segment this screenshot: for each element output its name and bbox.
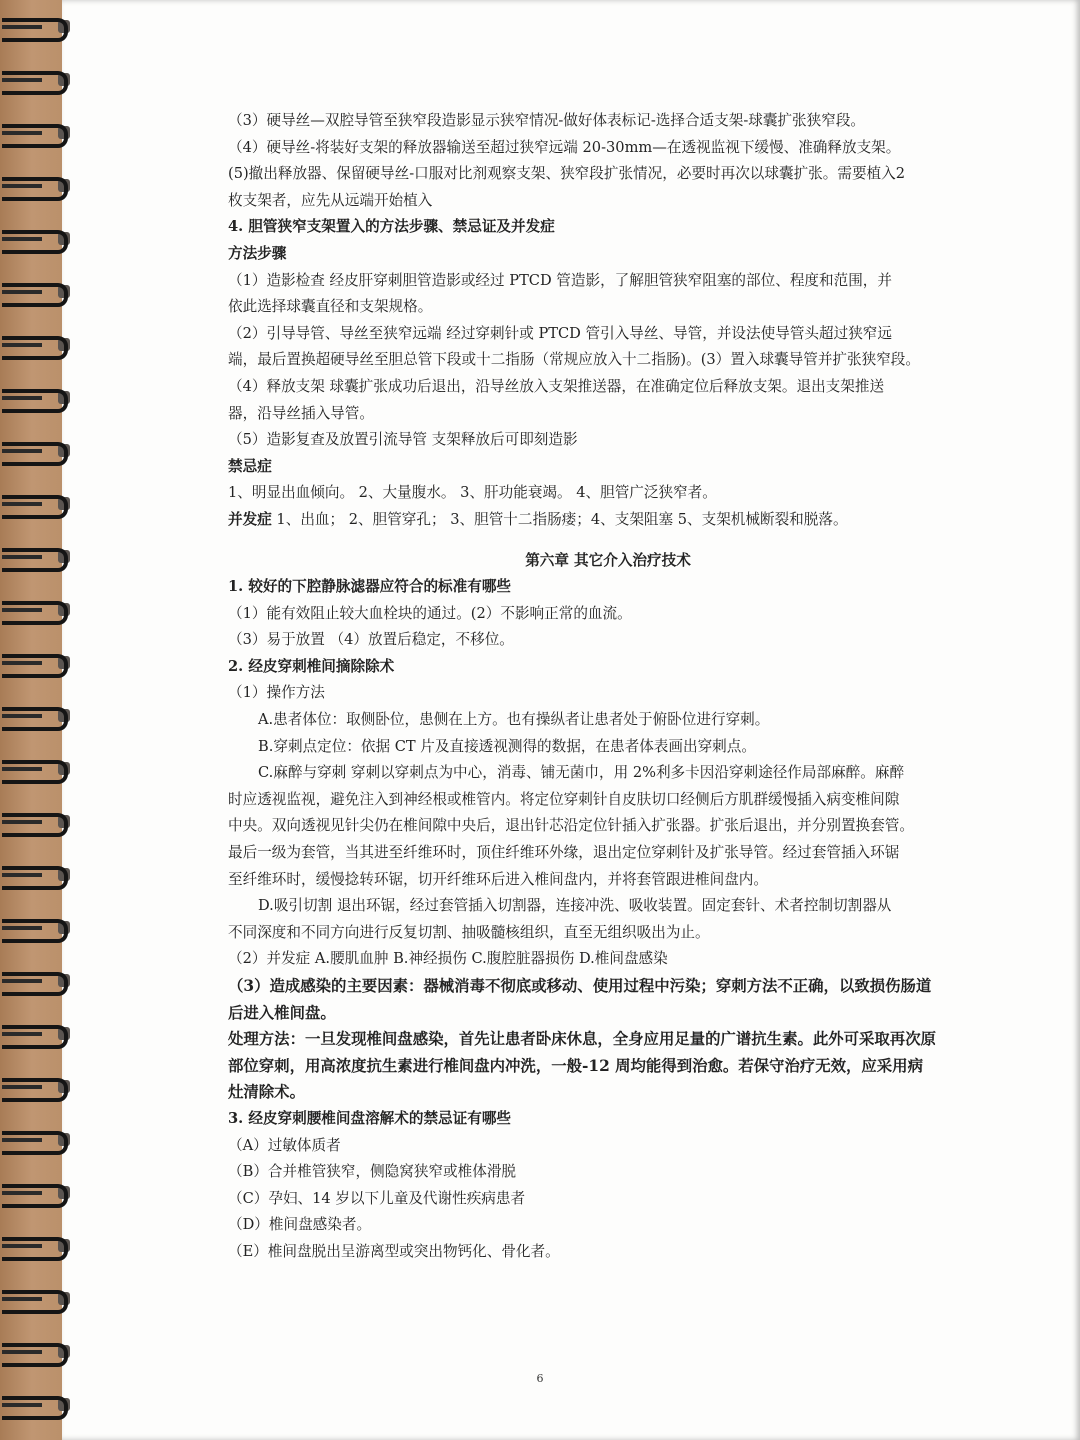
chapter-heading: 第六章 其它介入治疗技术 xyxy=(525,551,691,569)
bold-text-line: 部位穿刺，用高浓度抗生素进行椎间盘内冲洗，一般-12 周均能得到治愈。若保守治疗无效，应采用病 xyxy=(228,1056,923,1075)
lead-label: 并发症 xyxy=(228,510,272,528)
text-line: A.患者体位：取侧卧位，患侧在上方。也有操纵者让患者处于俯卧位进行穿刺。 xyxy=(258,711,770,729)
spiral-ring-icon xyxy=(2,650,74,676)
spiral-ring-icon xyxy=(2,1180,74,1206)
text-line: B.穿刺点定位：依据 CT 片及直接透视测得的数据，在患者体表画出穿刺点。 xyxy=(258,737,756,755)
text-line: （B）合并椎管狭窄，侧隐窝狭窄或椎体滑脱 xyxy=(228,1163,517,1181)
text-line: 时应透视监视，避免注入到神经根或椎管内。将定位穿刺针自皮肤切口经侧后方肌群缓慢插入病变椎间隙 xyxy=(228,790,900,808)
bold-text-line: 1. 较好的下腔静脉滤器应符合的标准有哪些 xyxy=(228,578,512,596)
spiral-ring-icon xyxy=(2,438,74,464)
spiral-ring-icon xyxy=(2,756,74,782)
bold-text-line: （3）造成感染的主要因素：器械消毒不彻底或移动、使用过程中污染；穿刺方法不正确，以致损伤肠道 xyxy=(228,977,932,995)
spiral-ring-icon xyxy=(2,1127,74,1153)
text-line: （3）硬导丝—双腔导管至狭窄段造影显示狭窄情况-做好体表标记-选择合适支架-球囊扩张狭窄段。 xyxy=(228,112,866,129)
spiral-ring-icon xyxy=(2,67,74,93)
bold-text-line: 2. 经皮穿刺椎间摘除除术 xyxy=(228,657,395,675)
bold-text-line: 禁忌症 xyxy=(228,457,272,475)
spiral-ring-icon xyxy=(2,1339,74,1365)
text-line: （4）释放支架 球囊扩张成功后退出，沿导丝放入支架推送器，在准确定位后释放支架。退出支架推送 xyxy=(228,377,885,395)
document-body xyxy=(228,108,988,1266)
spiral-ring-icon xyxy=(2,968,74,994)
spiral-ring-icon xyxy=(2,14,74,40)
spiral-ring-icon xyxy=(2,173,74,199)
text-line: 枚支架者，应先从远端开始植入 xyxy=(228,191,433,209)
bold-text-line: 处理方法：一旦发现椎间盘感染，首先让患者卧床休息，全身应用足量的广谱抗生素。此外可采取再次原 xyxy=(228,1030,936,1049)
bold-text-line: 4. 胆管狭窄支架置入的方法步骤、禁忌证及并发症 xyxy=(228,218,555,236)
text-line: 中央。双向透视见针尖仍在椎间隙中央后，退出针芯沿定位针插入扩张器。扩张后退出，并分别置换套管。 xyxy=(228,817,914,835)
text-line: （5）造影复查及放置引流导管 支架释放后可即刻造影 xyxy=(228,431,578,449)
lead-rest: 1、出血； 2、胆管穿孔； 3、胆管十二指肠瘘；4、支架阻塞 5、支架机械断裂和脱落。 xyxy=(271,510,848,528)
text-line: （A）过敏体质者 xyxy=(228,1136,341,1154)
spiral-ring-icon xyxy=(2,809,74,835)
spiral-ring-icon xyxy=(2,597,74,623)
page-number: 6 xyxy=(536,1372,544,1385)
text-line: 器，沿导丝插入导管。 xyxy=(228,404,374,422)
spiral-ring-icon xyxy=(2,279,74,305)
text-line: 最后一级为套管，当其进至纤维环时，顶住纤维环外缘，退出定位穿刺针及扩张导管。经过套管插入环锯 xyxy=(228,844,900,862)
spiral-ring-icon xyxy=(2,862,74,888)
text-line: 至纤维环时，缓慢捻转环锯，切开纤维环后进入椎间盘内，并将套管跟进椎间盘内。 xyxy=(228,870,768,888)
text-line: （3）易于放置 （4）放置后稳定，不移位。 xyxy=(228,631,514,649)
spiral-ring-icon xyxy=(2,226,74,252)
text-line: 依此选择球囊直径和支架规格。 xyxy=(228,298,433,316)
bold-text-line: 灶清除术。 xyxy=(228,1083,305,1102)
text-line: 端，最后置换超硬导丝至胆总管下段或十二指肠（常规应放入十二指肠)。(3）置入球囊导管并扩张狭窄段。 xyxy=(228,351,920,369)
text-line: （1）能有效阻止较大血栓块的通过。(2）不影响正常的血流。 xyxy=(228,604,632,622)
text-line: （1）造影检查 经皮肝穿刺胆管造影或经过 PTCD 管造影，了解胆管狭窄阻塞的部位、程度和范围，并 xyxy=(228,271,892,289)
spiral-ring-icon xyxy=(2,332,74,358)
bold-text-line: 后进入椎间盘。 xyxy=(228,1003,336,1022)
text-line: （1）操作方法 xyxy=(228,684,325,702)
spiral-ring-icon xyxy=(2,703,74,729)
text-line: 1、明显出血倾向。 2、大量腹水。 3、肝功能衰竭。 4、胆管广泛狭窄者。 xyxy=(228,484,717,502)
spiral-ring-icon xyxy=(2,1074,74,1100)
text-line: (5)撤出释放器、保留硬导丝-口服对比剂观察支架、狭窄段扩张情况，必要时再次以球囊扩张。需要植入2 xyxy=(228,165,906,183)
spiral-ring-icon xyxy=(2,544,74,570)
text-line: （E）椎间盘脱出呈游离型或突出物钙化、骨化者。 xyxy=(228,1242,560,1260)
bold-text-line: 方法步骤 xyxy=(228,244,287,262)
spiral-ring-icon xyxy=(2,120,74,146)
text-line: （2）引导导管、导丝至狭窄远端 经过穿刺针或 PTCD 管引入导丝、导管，并设法使导管头超过狭窄远 xyxy=(228,324,892,342)
bold-text-line: 3. 经皮穿刺腰椎间盘溶解术的禁忌证有哪些 xyxy=(228,1109,512,1127)
text-line: （2）并发症 A.腰肌血肿 B.神经损伤 C.腹腔脏器损伤 D.椎间盘感染 xyxy=(228,950,668,968)
spiral-ring-icon xyxy=(2,1021,74,1047)
text-line: （4）硬导丝-将装好支架的释放器输送至超过狭窄远端 20-30mm—在透视监视下缓慢、准确释放支架。 xyxy=(228,138,901,156)
spiral-ring-icon xyxy=(2,915,74,941)
text-line: （D）椎间盘感染者。 xyxy=(228,1216,372,1234)
spiral-ring-icon xyxy=(2,1286,74,1312)
text-line: C.麻醉与穿刺 穿刺以穿刺点为中心，消毒、铺无菌巾，用 2%利多卡因沿穿刺途径作局部麻醉。麻醉 xyxy=(258,764,905,782)
spiral-ring-icon xyxy=(2,1392,74,1418)
spiral-ring-icon xyxy=(2,385,74,411)
spiral-ring-icon xyxy=(2,1233,74,1259)
text-line: D.吸引切割 退出环锯，经过套管插入切割器，连接冲洗、吸收装置。固定套针、术者控制切割器从 xyxy=(258,897,892,915)
spiral-ring-icon xyxy=(2,491,74,517)
text-line: 不同深度和不同方向进行反复切割、抽吸髓核组织，直至无组织吸出为止。 xyxy=(228,923,710,941)
text-line xyxy=(228,507,988,534)
text-line: （C）孕妇、14 岁以下儿童及代谢性疾病患者 xyxy=(228,1189,526,1207)
